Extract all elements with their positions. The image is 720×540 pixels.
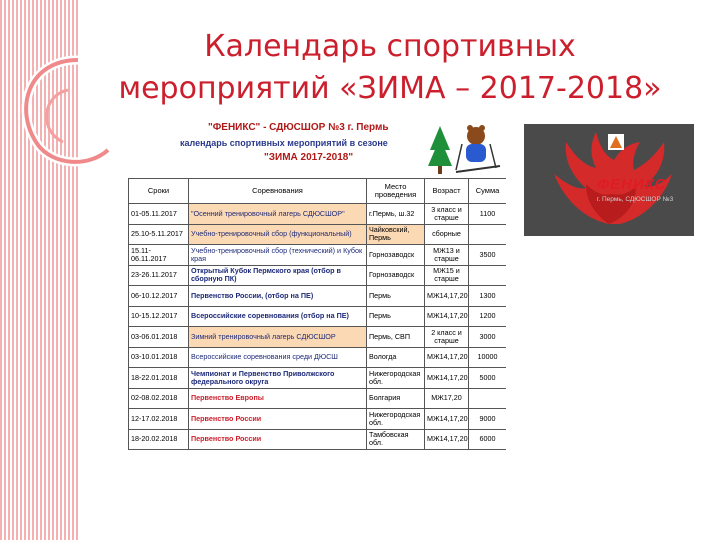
cell-date: 23-26.11.2017 (129, 265, 189, 286)
cell-date: 18-22.01.2018 (129, 368, 189, 389)
document-header (128, 118, 506, 178)
cell-place: Вологда (367, 347, 425, 368)
cell-age: 2 класс и старше (425, 327, 469, 348)
cell-event: Учебно-тренировочный сбор (функциональный) (189, 224, 367, 245)
table-row (129, 286, 507, 307)
table-row (129, 368, 507, 389)
table-header-row (129, 179, 507, 204)
cell-event: Открытый Кубок Пермского края (отбор в сборную ПК) (189, 265, 367, 286)
cell-place: Горнозаводск (367, 265, 425, 286)
cell-sum: 1200 (469, 306, 507, 327)
cell-event: "Осенний тренировочный лагерь СДЮСШОР" (189, 204, 367, 225)
table-row (129, 306, 507, 327)
cell-place: Чайковский, Пермь (367, 224, 425, 245)
cell-date: 03-06.01.2018 (129, 327, 189, 348)
cell-age: МЖ17,20 (425, 388, 469, 409)
table-row (129, 265, 507, 286)
cell-age: МЖ14,17,20 (425, 286, 469, 307)
cell-date: 10-15.12.2017 (129, 306, 189, 327)
cell-place: Нижегородская обл. (367, 368, 425, 389)
cell-sum: 9000 (469, 409, 507, 430)
cell-sum: 10000 (469, 347, 507, 368)
cell-event: Зимний тренировочный лагерь СДЮСШОР (189, 327, 367, 348)
cell-age: МЖ13 и старше (425, 245, 469, 266)
document-subtitle: календарь спортивных мероприятий в сезоне (180, 138, 388, 148)
cell-date: 02-08.02.2018 (129, 388, 189, 409)
cell-age: 3 класс и старше (425, 204, 469, 225)
cell-sum: 1300 (469, 286, 507, 307)
cell-event: Всероссийские соревнования (отбор на ПЕ) (189, 306, 367, 327)
table-row (129, 245, 507, 266)
cell-event: Чемпионат и Первенство Приволжского федерального округа (189, 368, 367, 389)
cell-age: МЖ15 и старше (425, 265, 469, 286)
skier-mascot-icon (426, 120, 504, 176)
phoenix-logo (524, 124, 694, 236)
column-header: Возраст (425, 179, 469, 204)
cell-date: 15.11-06.11.2017 (129, 245, 189, 266)
cell-place: Болгария (367, 388, 425, 409)
calendar-document (128, 118, 506, 494)
cell-age: МЖ14,17,20 (425, 429, 469, 450)
cell-sum: 5000 (469, 368, 507, 389)
document-org: "ФЕНИКС" - СДЮСШОР №3 г. Пермь (208, 122, 389, 133)
cell-event: Учебно-тренировочный сбор (технический) и Кубок края (189, 245, 367, 266)
table-row (129, 224, 507, 245)
table-row (129, 388, 507, 409)
cell-sum: 3500 (469, 245, 507, 266)
cell-date: 18-20.02.2018 (129, 429, 189, 450)
document-season: "ЗИМА 2017-2018" (264, 152, 354, 163)
cell-age: МЖ14,17,20 (425, 347, 469, 368)
cell-date: 12-17.02.2018 (129, 409, 189, 430)
cell-sum: 3000 (469, 327, 507, 348)
cell-date: 01-05.11.2017 (129, 204, 189, 225)
table-row (129, 204, 507, 225)
column-header: Сроки (129, 179, 189, 204)
column-header: Место проведения (367, 179, 425, 204)
table-row (129, 327, 507, 348)
cell-place: Пермь (367, 286, 425, 307)
column-header: Соревнования (189, 179, 367, 204)
cell-sum: 1100 (469, 204, 507, 225)
table-row (129, 409, 507, 430)
cell-age: МЖ14,17,20 (425, 306, 469, 327)
cell-place: г.Пермь, ш.32 (367, 204, 425, 225)
logo-name: ФЕНИКС (597, 176, 667, 193)
cell-event: Первенство России, (отбор на ПЕ) (189, 286, 367, 307)
title-line-2: мероприятий «ЗИМА – 2017-2018» (118, 71, 662, 106)
cell-place: Пермь (367, 306, 425, 327)
cell-event: Первенство России (189, 409, 367, 430)
page-title (80, 26, 700, 110)
cell-place: Нижегородская обл. (367, 409, 425, 430)
table-row (129, 429, 507, 450)
cell-sum (469, 265, 507, 286)
cell-age: МЖ14,17,20 (425, 409, 469, 430)
cell-place: Тамбовская обл. (367, 429, 425, 450)
cell-place: Пермь, СВП (367, 327, 425, 348)
cell-date: 03-10.01.2018 (129, 347, 189, 368)
cell-event: Первенство Европы (189, 388, 367, 409)
events-table (128, 178, 506, 450)
cell-age: МЖ14,17,20 (425, 368, 469, 389)
title-line-1: Календарь спортивных (204, 29, 576, 64)
cell-sum (469, 224, 507, 245)
cell-date: 25.10-5.11.2017 (129, 224, 189, 245)
cell-age: сборные (425, 224, 469, 245)
logo-subtitle: г. Пермь, СДЮСШОР №3 (596, 196, 674, 203)
cell-sum (469, 388, 507, 409)
cell-sum: 6000 (469, 429, 507, 450)
table-row (129, 347, 507, 368)
cell-date: 06-10.12.2017 (129, 286, 189, 307)
cell-place: Горнозаводск (367, 245, 425, 266)
cell-event: Всероссийские соревнования среди ДЮСШ (189, 347, 367, 368)
cell-event: Первенство России (189, 429, 367, 450)
column-header: Сумма (469, 179, 507, 204)
